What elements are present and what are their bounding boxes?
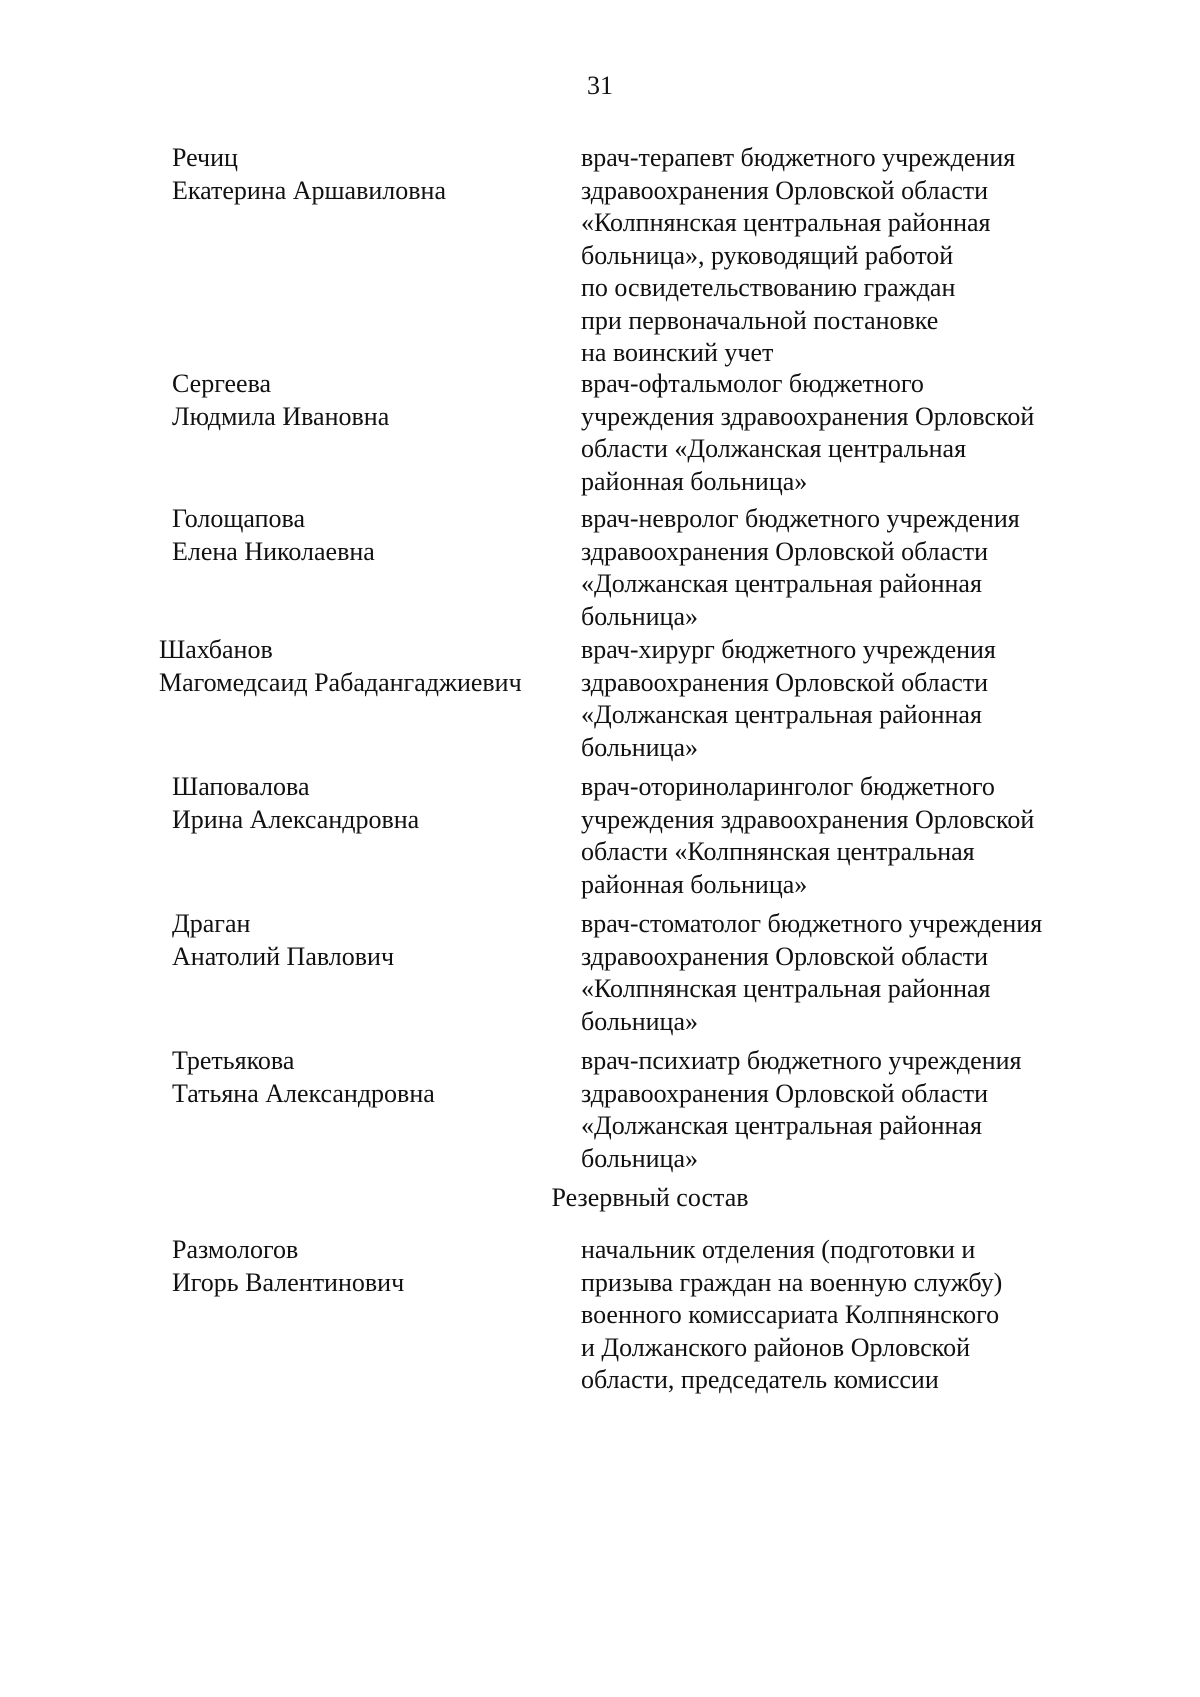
member-name [172,368,572,503]
reserve-section-title: Резервный состав [551,1183,749,1212]
member-surname: Драган [172,909,251,938]
position-line: «Колпнянская центральная районная [581,208,991,237]
member-surname: Голощапова [172,504,305,533]
position-line: «Должанская центральная районная [581,700,982,729]
position-line: врач-хирург бюджетного учреждения [581,635,996,664]
member-position [581,142,1191,370]
member-name [172,1234,572,1404]
position-line: больница» [581,601,698,631]
member-name [172,771,572,908]
position-line: здравоохранения Орловской области [581,536,989,566]
member-surname: Сергеева [172,369,272,398]
position-line: врач-невролог бюджетного учреждения [581,504,1020,533]
position-line: «Должанская центральная районная [581,1111,982,1140]
position-line: начальник отделения (подготовки и [581,1235,976,1264]
member-name [172,1045,572,1182]
position-line: врач-оториноларинголог бюджетного [581,772,995,801]
position-line: больница», руководящий работой [581,240,954,270]
position-line: больница» [581,1143,698,1173]
member-given-names: Татьяна Александровна [172,1078,435,1108]
position-line: области, председатель комиссии [581,1365,939,1394]
position-line: учреждения здравоохранения Орловской [581,401,1035,431]
member-surname: Третьякова [172,1046,295,1075]
position-line: здравоохранения Орловской области [581,175,989,205]
member-given-names: Магомедсаид Рабадангаджиевич [159,667,522,697]
position-line: области «Должанская центральная [581,434,967,463]
position-line: на воинский учет [581,338,774,367]
position-line: больница» [581,1006,698,1036]
position-line: области «Колпнянская центральная [581,837,975,866]
member-surname: Шаповалова [172,772,310,801]
position-line: районная больница» [581,869,808,899]
position-line: врач-психиатр бюджетного учреждения [581,1046,1022,1075]
member-entry [0,634,1200,771]
member-position [581,1045,1191,1175]
position-line: военного комиссариата Колпнянского [581,1300,1000,1329]
member-name [172,142,572,368]
position-line: призыва граждан на военную службу) [581,1267,1003,1297]
member-given-names: Анатолий Павлович [172,941,395,971]
position-line: «Колпнянская центральная районная [581,974,991,1003]
member-given-names: Игорь Валентинович [172,1267,405,1297]
position-line: «Должанская центральная районная [581,569,982,598]
member-given-names: Екатерина Аршавиловна [172,175,446,205]
member-name [172,908,572,1045]
member-surname: Шахбанов [159,635,273,664]
member-name [172,503,572,634]
member-entry [0,1045,1200,1182]
position-line: по освидетельствованию граждан [581,273,956,302]
page-number: 31 [587,71,613,100]
member-position [581,908,1191,1038]
commission-member-list [0,142,1200,1404]
member-position [581,368,1191,498]
position-line: врач-терапевт бюджетного учреждения [581,143,1016,172]
position-line: врач-офтальмолог бюджетного [581,369,924,398]
position-line: здравоохранения Орловской области [581,941,989,971]
position-line: больница» [581,732,698,762]
member-entry [0,142,1200,368]
position-line: здравоохранения Орловской области [581,667,989,697]
member-entry [0,368,1200,503]
position-line: здравоохранения Орловской области [581,1078,989,1108]
member-entry [0,503,1200,634]
position-line: при первоначальной постановке [581,305,939,335]
member-entry [0,908,1200,1045]
member-given-names: Ирина Александровна [172,804,420,834]
member-entry [0,771,1200,908]
member-surname: Размологов [172,1235,299,1264]
reserve-member-entry [0,1234,1200,1404]
member-surname: Речиц [172,143,238,172]
member-position [581,771,1191,901]
member-given-names: Елена Николаевна [172,536,375,566]
position-line: учреждения здравоохранения Орловской [581,804,1035,834]
position-line: врач-стоматолог бюджетного учреждения [581,909,1043,938]
position-line: районная больница» [581,466,808,496]
member-name [159,634,559,771]
member-position [581,1234,1191,1397]
member-position [581,503,1191,633]
position-line: и Должанского районов Орловской [581,1332,971,1362]
member-position [581,634,1191,764]
member-given-names: Людмила Ивановна [172,401,390,431]
